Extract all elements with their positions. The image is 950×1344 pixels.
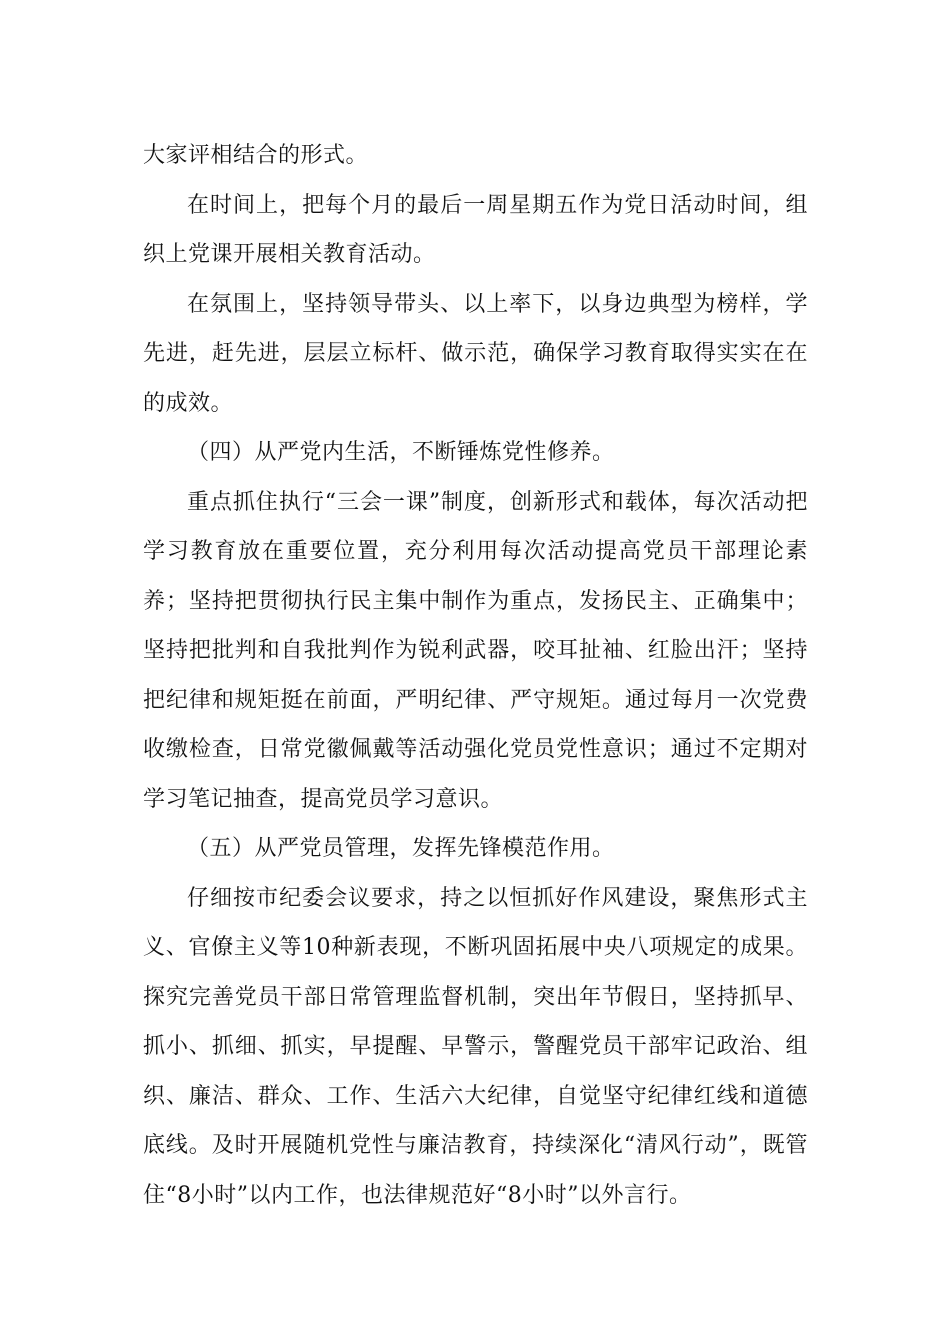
section-heading-4: （四）从严党内生活，不断锤炼党性修养。 (187, 440, 615, 465)
paragraph-time: 在时间上，把每个月的最后一周星期五作为党日活动时间，组织上党课开展相关教育活动。 (143, 192, 808, 267)
paragraph-party-life: 重点抓住执行“三会一课”制度，创新形式和载体，每次活动把学习教育放在重要位置，充分利用每次活动提高党员干部理论素养；坚持把贯彻执行民主集中制作为重点，发扬民主、正确集中；坚持把批判和自我批判作为锐利武器，咬耳扯袖、红脸出汗；坚持把纪律和规矩挺在前面，严明纪律、严守规矩。通过每月一次党费收缴检查，日常党徽佩戴等活动强化党员党性意识；通过不定期对学习笔记抽查，提高党员学习意识。 (143, 489, 808, 812)
paragraph-member-management: 仔细按市纪委会议要求，持之以恒抓好作风建设，聚焦形式主义、官僚主义等10种新表现，不断巩固拓展中央八项规定的成果。探究完善党员干部日常管理监督机制，突出年节假日，坚持抓早、抓小、抓细、抓实，早提醒、早警示，警醒党员干部牢记政治、组织、廉洁、群众、工作、生活六大纪律，自觉坚守纪律红线和道德底线。及时开展随机党性与廉洁教育，持续深化“清风行动”，既管住“8小时”以内工作，也法律规范好“8小时”以外言行。 (143, 885, 808, 1208)
paragraph-continuation: 大家评相结合的形式。 (143, 143, 369, 168)
section-heading-5: （五）从严党员管理，发挥先锋模范作用。 (187, 836, 615, 861)
document-body (143, 131, 808, 1220)
paragraph-atmosphere: 在氛围上，坚持领导带头、以上率下，以身边典型为榜样，学先进，赶先进，层层立标杆、做示范，确保学习教育取得实实在在的成效。 (143, 291, 808, 416)
